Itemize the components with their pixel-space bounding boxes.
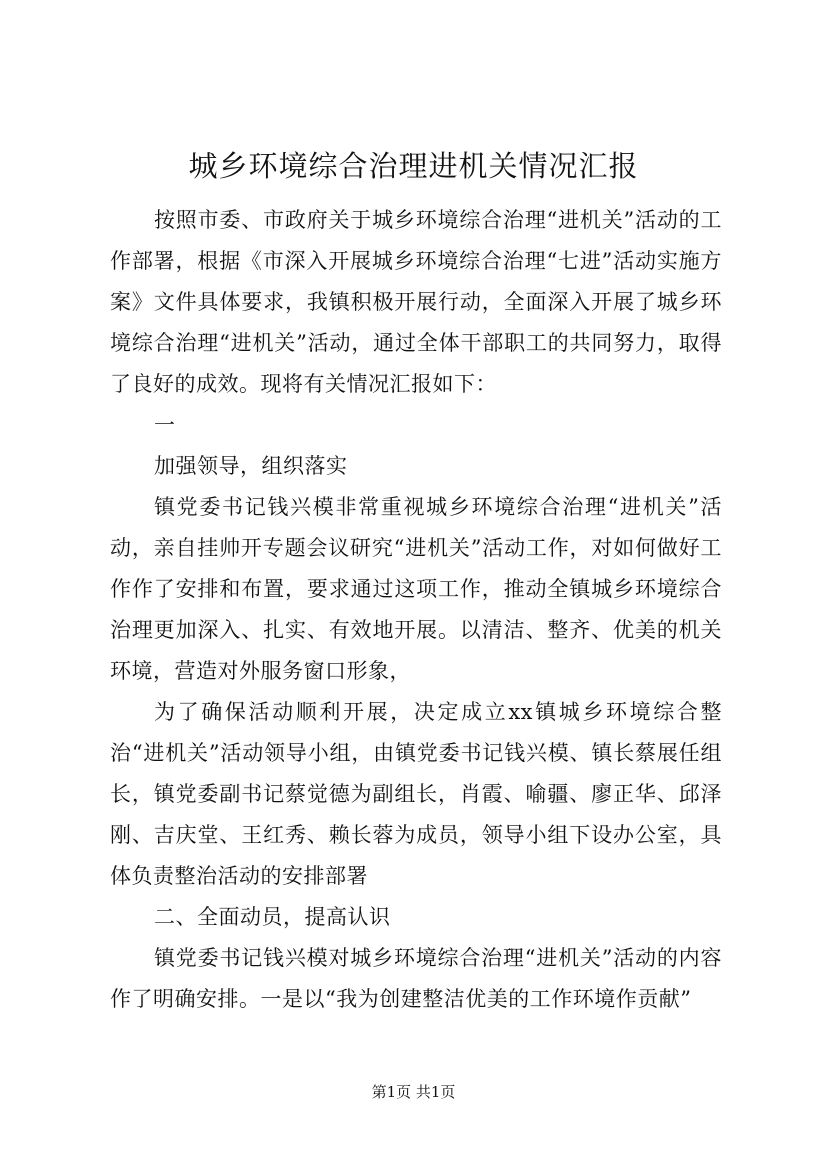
paragraph-mobilize: 镇党委书记钱兴模对城乡环境综合治理“进机关”活动的内容作了明确安排。一是以“我为创建整洁优美的工作环境作贡献” <box>110 946 722 1011</box>
paragraph-intro: 按照市委、市政府关于城乡环境综合治理“进机关”活动的工作部署，根据《市深入开展城乡环境综合治理“七进”活动实施方案》文件具体要求，我镇积极开展行动，全面深入开展了城乡环境综合治理“进机关”活动，通过全体干部职工的共同努力，取得了良好的成效。现将有关情况汇报如下： <box>110 208 722 396</box>
paragraph-group: 为了确保活动顺利开展，决定成立xx镇城乡环境综合整治“进机关”活动领导小组，由镇党委书记钱兴模、镇长蔡展任组长，镇党委副书记蔡觉德为副组长，肖霞、喻疆、廖正华、邱泽刚、吉庆堂、王红秀、赖长蓉为成员，领导小组下设办公室，具体负责整治活动的安排部署 <box>110 700 722 888</box>
section-heading-leadership: 加强领导，组织落实 <box>154 454 348 478</box>
section-heading-mobilize: 二、全面动员，提高认识 <box>154 905 391 929</box>
document-title: 城乡环境综合治理进机关情况汇报 <box>188 149 639 183</box>
section-number-one: 一 <box>154 413 176 437</box>
document-body <box>110 200 722 1020</box>
page-footer: 第1页 共1页 <box>371 1083 456 1101</box>
paragraph-leadership: 镇党委书记钱兴模非常重视城乡环境综合治理“进机关”活动，亲自挂帅开专题会议研究“进机关”活动工作，对如何做好工作作了安排和布置，要求通过这项工作，推动全镇城乡环境综合治理更加深入、扎实、有效地开展。以清洁、整齐、优美的机关环境，营造对外服务窗口形象， <box>110 495 722 683</box>
